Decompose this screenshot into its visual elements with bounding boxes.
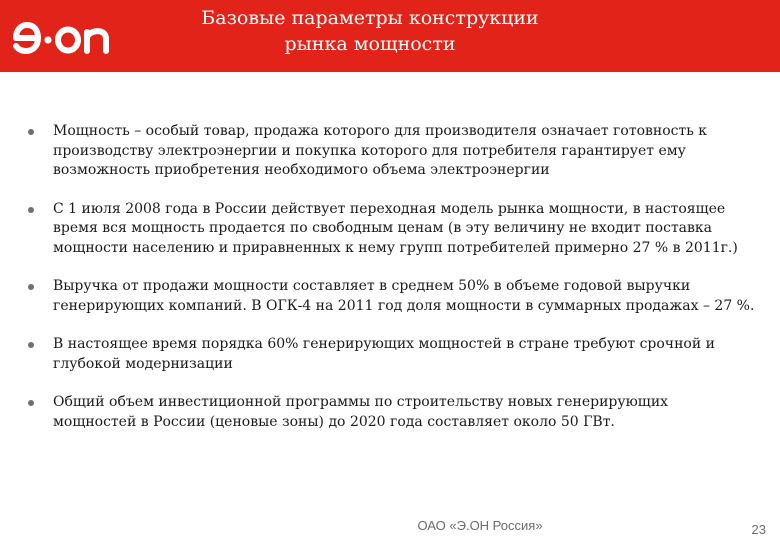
bullet-item <box>25 277 755 316</box>
bullet-list <box>25 122 755 451</box>
bullet-text: С 1 июля 2008 года в России действует переходная модель рынка мощности, в настоящее время вся мощность продается по свободным ценам (в эту величину не входит поставка мощности населению и приравненных к нему групп потребителей примерно 27 % в 2011г.) <box>53 200 738 256</box>
bullet-item <box>25 200 755 259</box>
bullet-text: В настоящее время порядка 60% генерирующих мощностей в стране требуют срочной и глубокой модернизации <box>53 336 715 372</box>
eon-logo <box>10 16 120 60</box>
bullet-item <box>25 122 755 181</box>
footer-company: ОАО «Э.ОН Россия» <box>417 518 543 533</box>
header-bar <box>0 0 780 72</box>
bullet-item <box>25 393 755 432</box>
bullet-dot-icon <box>28 400 34 406</box>
bullet-dot-icon <box>28 207 34 213</box>
page-number: 23 <box>751 522 766 537</box>
bullet-dot-icon <box>28 284 34 290</box>
slide-title: Базовые параметры конструкции рынка мощности <box>201 7 539 55</box>
bullet-dot-icon <box>28 129 34 135</box>
bullet-text: Выручка от продажи мощности составляет в среднем 50% в объеме годовой выручки генерирующих компаний. В ОГК-4 на 2011 год доля мощности в суммарных продажах – 27 %. <box>53 278 755 314</box>
bullet-text: Мощность – особый товар, продажа которого для производителя означает готовность к производству электроэнергии и покупка которого для потребителя гарантирует ему возможность приобретения необходимого объема электроэнергии <box>53 123 708 178</box>
bullet-item <box>25 335 755 374</box>
bullet-text: Общий объем инвестиционной программы по строительству новых генерирующих мощностей в России (ценовые зоны) до 2020 года составляет около 50 ГВт. <box>53 394 669 430</box>
bullet-dot-icon <box>28 342 34 348</box>
